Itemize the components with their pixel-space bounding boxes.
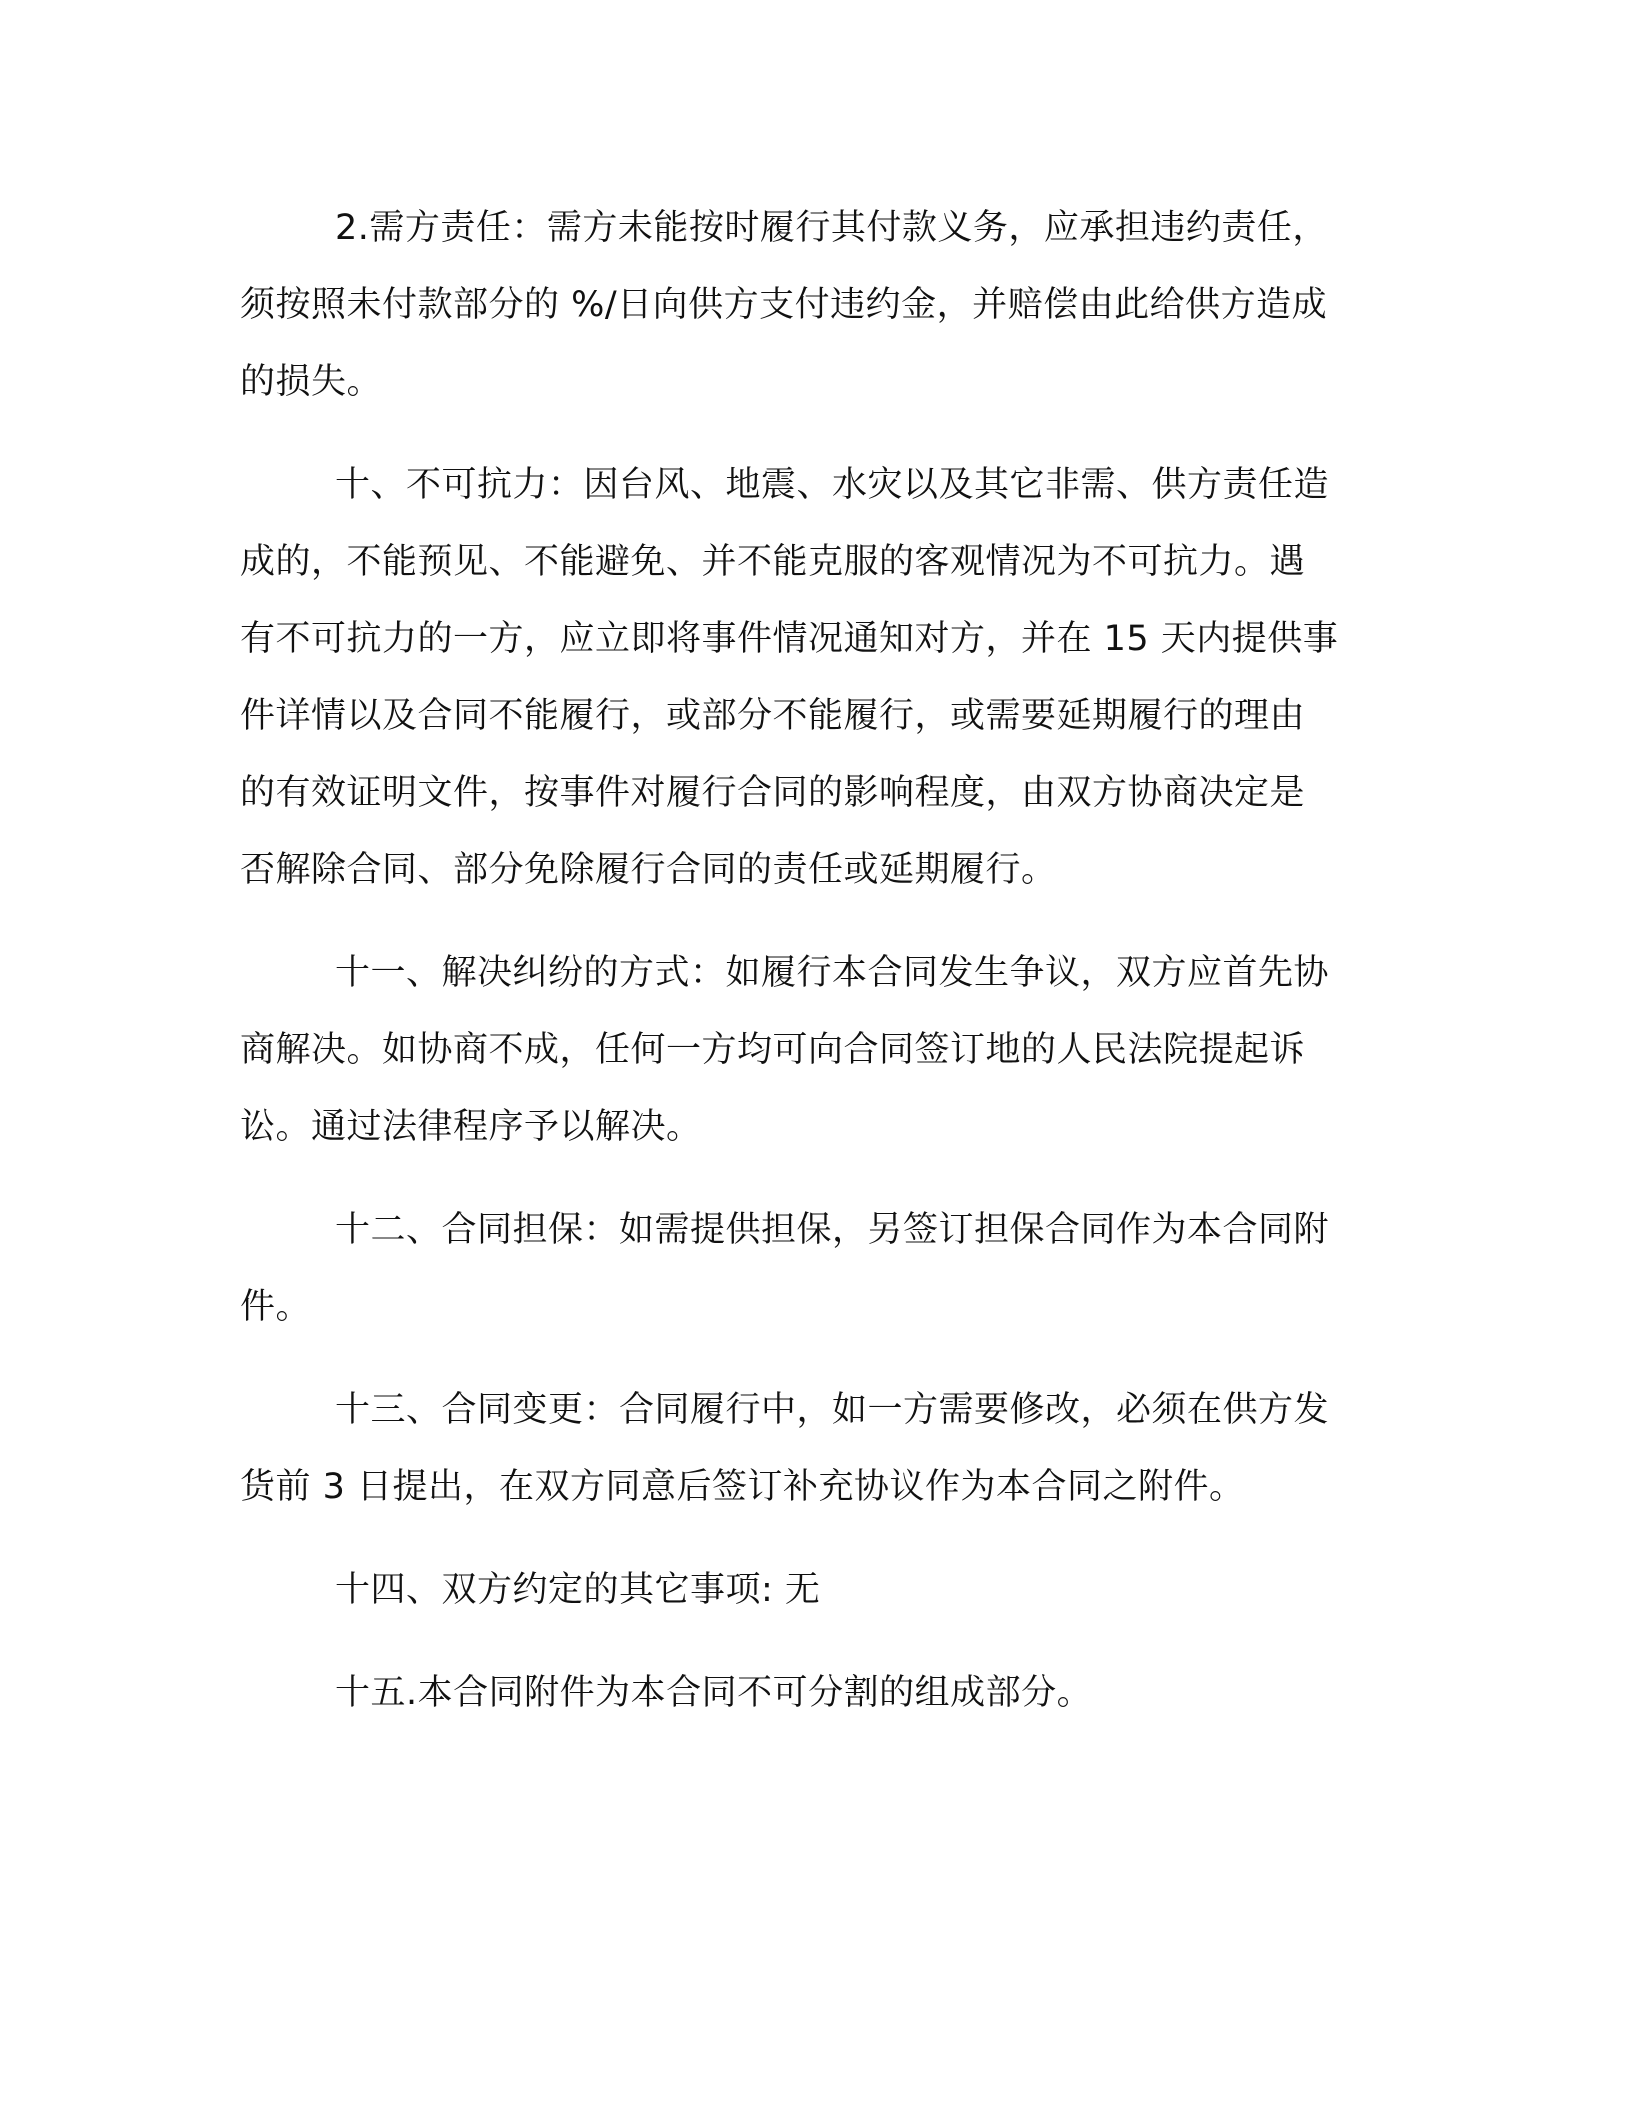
paragraph-attachments bbox=[240, 1655, 1380, 1732]
text-line: 否解除合同、部分免除履行合同的责任或延期履行。 bbox=[240, 850, 1057, 890]
text-line: 须按照未付款部分的 %/日向供方支付违约金，并赔偿由此给供方造成 bbox=[240, 285, 1328, 325]
contract-body bbox=[240, 190, 1380, 1732]
text-line: 十四、双方约定的其它事项: 无 bbox=[335, 1570, 821, 1610]
text-line: 的损失。 bbox=[240, 362, 383, 402]
paragraph-force-majeure bbox=[240, 447, 1380, 909]
text-line: 件。 bbox=[240, 1287, 312, 1327]
text-line: 十五.本合同附件为本合同不可分割的组成部分。 bbox=[335, 1673, 1093, 1713]
paragraph-other-matters bbox=[240, 1552, 1380, 1629]
text-line: 2.需方责任：需方未能按时履行其付款义务，应承担违约责任， bbox=[335, 208, 1328, 248]
text-line: 有不可抗力的一方，应立即将事件情况通知对方，并在 15 天内提供事 bbox=[240, 619, 1339, 659]
text-line: 十一、解决纠纷的方式：如履行本合同发生争议，双方应首先协 bbox=[335, 953, 1330, 993]
paragraph-buyer-liability bbox=[240, 190, 1380, 421]
text-line: 货前 3 日提出，在双方同意后签订补充协议作为本合同之附件。 bbox=[240, 1467, 1245, 1507]
paragraph-contract-guarantee bbox=[240, 1192, 1380, 1346]
paragraph-contract-change bbox=[240, 1372, 1380, 1526]
text-line: 十三、合同变更：合同履行中，如一方需要修改，必须在供方发 bbox=[335, 1390, 1330, 1430]
text-line: 的有效证明文件，按事件对履行合同的影响程度，由双方协商决定是 bbox=[240, 773, 1306, 813]
text-line: 讼。通过法律程序予以解决。 bbox=[240, 1107, 702, 1147]
paragraph-dispute-resolution bbox=[240, 935, 1380, 1166]
text-line: 成的，不能预见、不能避免、并不能克服的客观情况为不可抗力。遇 bbox=[240, 542, 1306, 582]
text-line: 十、不可抗力：因台风、地震、水灾以及其它非需、供方责任造 bbox=[335, 465, 1330, 505]
text-line: 十二、合同担保：如需提供担保，另签订担保合同作为本合同附 bbox=[335, 1210, 1330, 1250]
text-line: 件详情以及合同不能履行，或部分不能履行，或需要延期履行的理由 bbox=[240, 696, 1306, 736]
text-line: 商解决。如协商不成，任何一方均可向合同签订地的人民法院提起诉 bbox=[240, 1030, 1306, 1070]
